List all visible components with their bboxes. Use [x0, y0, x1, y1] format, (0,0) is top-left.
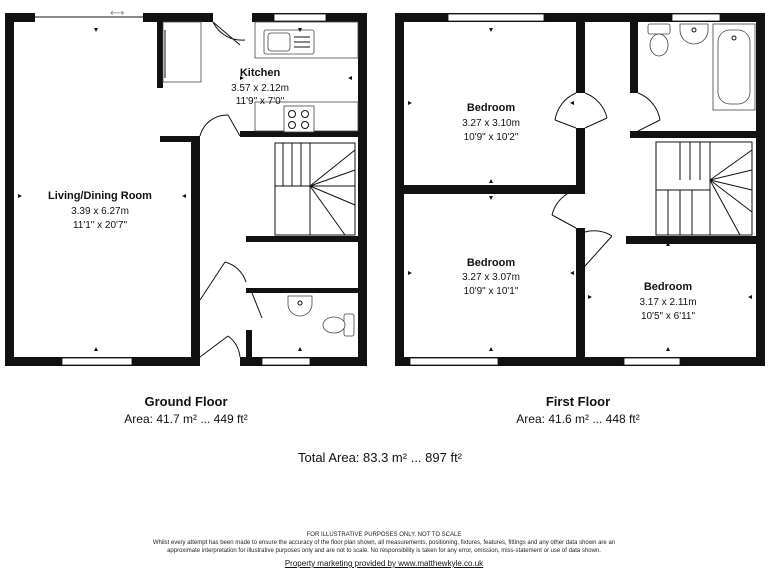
room-dim-ft: 10'5" x 6'11"	[640, 311, 696, 322]
window	[274, 14, 326, 21]
ground-floor-title: Ground Floor	[144, 394, 228, 409]
staircase-icon	[656, 142, 752, 235]
room-dim-ft: 10'9" x 10'1"	[463, 286, 519, 297]
toilet-icon	[648, 24, 670, 56]
room-dim-ft: 11'1" x 20'7"	[72, 220, 128, 231]
room-label-living: Living/Dining Room	[48, 190, 152, 202]
first-floor-area: Area: 41.6 m² ... 448 ft²	[516, 412, 640, 426]
window	[448, 14, 544, 21]
room-label-bedroom-1: Bedroom	[466, 102, 516, 114]
first-floor-plan	[395, 13, 765, 366]
credit-link[interactable]: Property marketing provided by www.matthewkyle.co.uk	[284, 559, 484, 568]
toilet-icon	[323, 314, 354, 336]
bath-icon	[713, 24, 755, 110]
room-dim-m: 3.27 x 3.07m	[462, 272, 520, 283]
disclaimer-heading: FOR ILLUSTRATIVE PURPOSES ONLY. NOT TO SCALE	[306, 532, 462, 538]
ground-floor-area: Area: 41.7 m² ... 449 ft²	[124, 412, 248, 426]
room-dim-m: 3.39 x 6.27m	[71, 206, 129, 217]
total-area: Total Area: 83.3 m² ... 897 ft²	[297, 450, 463, 465]
window	[262, 358, 310, 365]
sink-icon	[264, 30, 314, 54]
basin-icon	[680, 24, 708, 44]
room-dim-m: 3.17 x 2.11m	[639, 297, 697, 308]
door-swing	[213, 22, 245, 45]
room-label-bedroom-2: Bedroom	[466, 257, 516, 269]
window	[672, 14, 720, 21]
room-dim-m: 3.57 x 2.12m	[231, 83, 289, 94]
room-dim-ft: 10'9" x 10'2"	[463, 132, 519, 143]
basin-icon	[288, 296, 312, 316]
hob-icon	[284, 106, 314, 132]
ground-floor-plan	[5, 8, 367, 366]
staircase-icon	[275, 143, 355, 235]
disclaimer-text: approximate interpretation for illustrative purposes only and are not to scale. No responsibility is taken for any error, omission, miss-statement or use of data shown.	[167, 548, 601, 554]
room-label-kitchen: Kitchen	[239, 67, 281, 79]
room-dim-m: 3.27 x 3.10m	[462, 118, 520, 129]
window	[62, 358, 132, 365]
svg-text:⟷: ⟷	[110, 8, 125, 19]
window	[410, 358, 498, 365]
room-label-bedroom-3: Bedroom	[643, 281, 693, 293]
disclaimer-text: Whilst every attempt has been made to ensure the accuracy of the floor plan shown, all measurements, positioning, fixtures, features, fittings and any other data shown are an	[152, 540, 616, 546]
window	[624, 358, 680, 365]
first-floor-title: First Floor	[545, 394, 611, 409]
room-dim-ft: 11'9" x 7'0"	[235, 96, 285, 107]
